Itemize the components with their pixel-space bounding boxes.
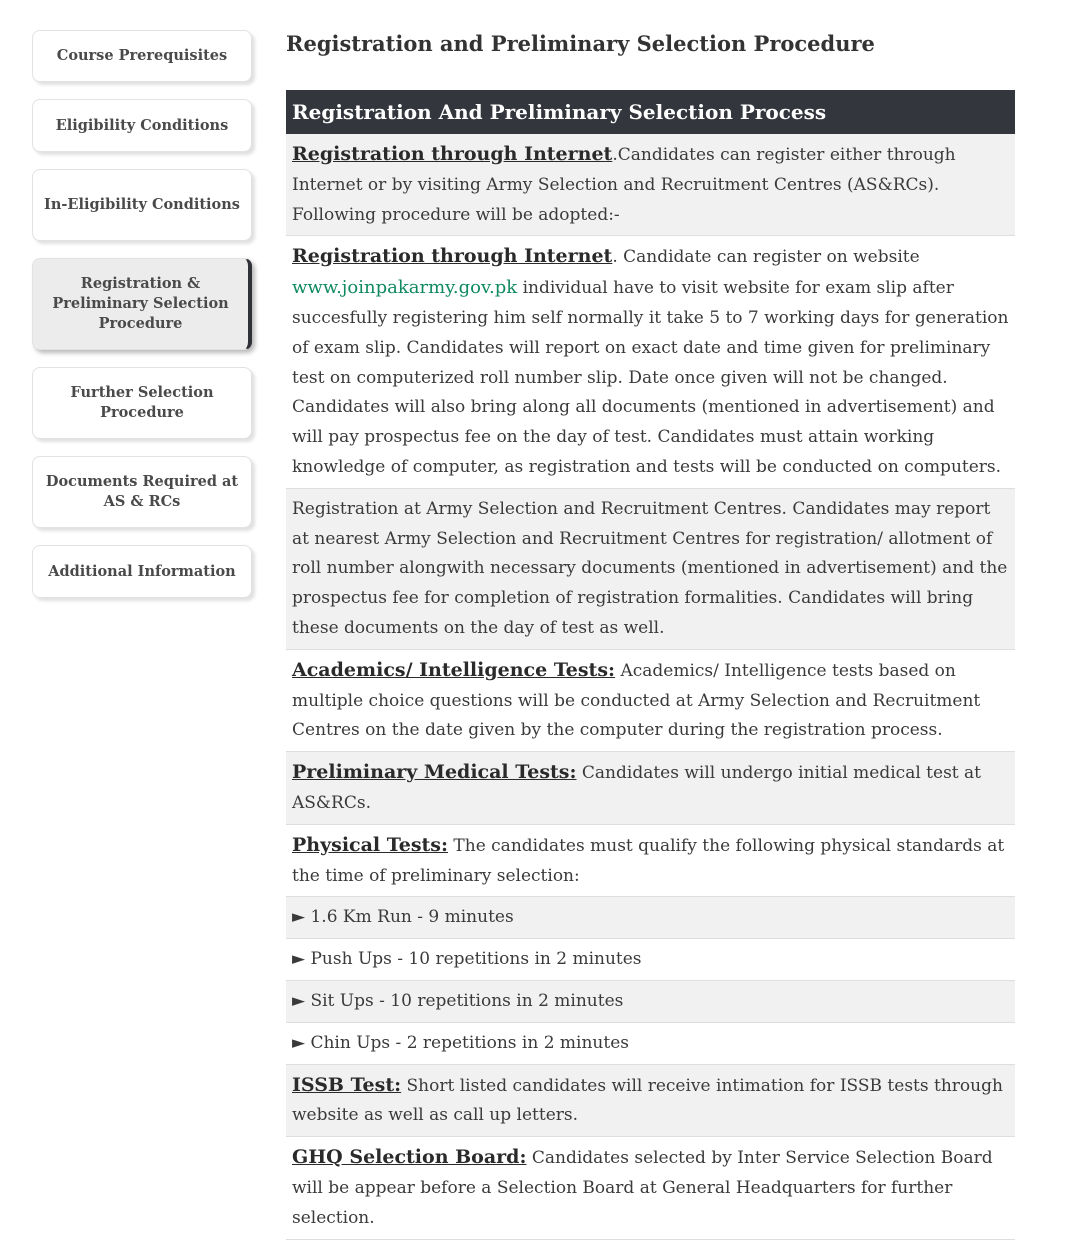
- table-row: [286, 236, 1015, 488]
- row-label: GHQ Selection Board:: [292, 1146, 527, 1169]
- table-cell: [286, 488, 1015, 649]
- table-cell: [286, 1064, 1015, 1137]
- table-row: [286, 1064, 1015, 1137]
- table-cell: [286, 752, 1015, 825]
- row-label: ISSB Test:: [292, 1073, 402, 1096]
- row-text: .Candidates can register either through Internet or by visiting Army Selection and Recruitment Centres (AS&RCs). Following procedure will be adopted:-: [292, 145, 956, 225]
- table-cell: [286, 824, 1015, 897]
- page-title: Registration and Preliminary Selection Procedure: [286, 31, 875, 56]
- row-text: ► Chin Ups - 2 repetitions in 2 minutes: [292, 1032, 629, 1053]
- table-cell: [286, 980, 1015, 1022]
- sidebar-item-in-eligibility-conditions[interactable]: [32, 169, 252, 241]
- row-text: individual have to visit website for exam slip after succesfully registering him self normally it take 5 to 7 working days for generation of exam slip. Candidates will report on exact date and time given for preliminary test on computerized roll number slip. Date once given will not be changed. Candidates will also bring along all documents (mentioned in advertisement) and will pay prospectus fee on the day of test. Candidates must attain working knowledge of computer, as registration and tests will be conducted on computers.: [292, 278, 1009, 477]
- row-text: . Candidate can register on website: [612, 247, 920, 268]
- sidebar-item-documents-required[interactable]: [32, 456, 252, 528]
- sidebar: [32, 30, 252, 615]
- row-text: ► Push Ups - 10 repetitions in 2 minutes: [292, 949, 642, 970]
- sidebar-item-label: Further Selection Procedure: [70, 384, 214, 421]
- row-label: Registration through Internet: [292, 143, 613, 165]
- table-row: [286, 1137, 1015, 1239]
- join-pak-army-link[interactable]: www.joinpakarmy.gov.pk: [292, 277, 518, 299]
- table-row: [286, 824, 1015, 897]
- procedure-table: [286, 90, 1015, 1240]
- sidebar-item-label: Registration & Preliminary Selection Procedure: [52, 275, 229, 332]
- sidebar-item-label: Eligibility Conditions: [55, 116, 229, 134]
- table-row: [286, 752, 1015, 825]
- table-row: [286, 488, 1015, 649]
- table-row: [286, 980, 1015, 1022]
- table-row: [286, 1022, 1015, 1064]
- table-cell: [286, 1022, 1015, 1064]
- sidebar-item-additional-information[interactable]: [32, 545, 252, 598]
- row-text: ► Sit Ups - 10 repetitions in 2 minutes: [292, 990, 624, 1011]
- table-cell: [286, 236, 1015, 488]
- table-cell: [286, 897, 1015, 939]
- table-cell: [286, 939, 1015, 981]
- table-row: [286, 939, 1015, 981]
- sidebar-item-further-selection-procedure[interactable]: [32, 367, 252, 439]
- row-text: Candidates selected by Inter Service Selection Board will be appear before a Selection Board at General Headquarters for further selection.: [292, 1148, 993, 1228]
- main-content: [286, 30, 1015, 1240]
- sidebar-item-eligibility-conditions[interactable]: [32, 99, 252, 152]
- row-label: Registration through Internet: [292, 245, 613, 268]
- sidebar-item-label: In-Eligibility Conditions: [44, 196, 240, 213]
- table-row: [286, 134, 1015, 236]
- row-label: Physical Tests:: [292, 833, 448, 856]
- table-cell: [286, 1137, 1015, 1239]
- row-text: The candidates must qualify the following physical standards at the time of preliminary selection:: [292, 835, 1005, 886]
- row-text: ► 1.6 Km Run - 9 minutes: [292, 907, 514, 928]
- table-cell: [286, 134, 1015, 236]
- table-row: [286, 897, 1015, 939]
- table-header: Registration And Preliminary Selection Process: [286, 90, 1015, 134]
- row-text: Candidates will undergo initial medical test at AS&RCs.: [292, 763, 981, 813]
- sidebar-item-registration-preliminary-selection[interactable]: [32, 258, 252, 350]
- sidebar-item-course-prerequisites[interactable]: [32, 30, 252, 82]
- row-text: Academics/ Intelligence tests based on multiple choice questions will be conducted at Army Selection and Recruitment Centres on the date given by the computer during the registration process.: [292, 660, 981, 741]
- sidebar-item-label: Documents Required at AS & RCs: [45, 473, 239, 510]
- row-label: Academics/ Intelligence Tests:: [292, 658, 616, 681]
- sidebar-item-label: Course Prerequisites: [56, 47, 228, 64]
- table-header-row: [286, 90, 1015, 134]
- table-row: [286, 649, 1015, 751]
- row-text: Short listed candidates will receive intimation for ISSB tests through website as well as call up letters.: [292, 1075, 1003, 1126]
- sidebar-item-label: Additional Information: [48, 562, 236, 580]
- row-label: Preliminary Medical Tests:: [292, 761, 577, 784]
- row-text: Registration at Army Selection and Recruitment Centres. Candidates may report at nearest Army Selection and Recruitment Centres for registration/ allotment of roll number alongwith necessary documents (mentioned in advertisement) and the prospectus fee for completion of registration formalities. Candidates will bring these documents on the day of test as well.: [292, 498, 1008, 638]
- table-cell: [286, 649, 1015, 751]
